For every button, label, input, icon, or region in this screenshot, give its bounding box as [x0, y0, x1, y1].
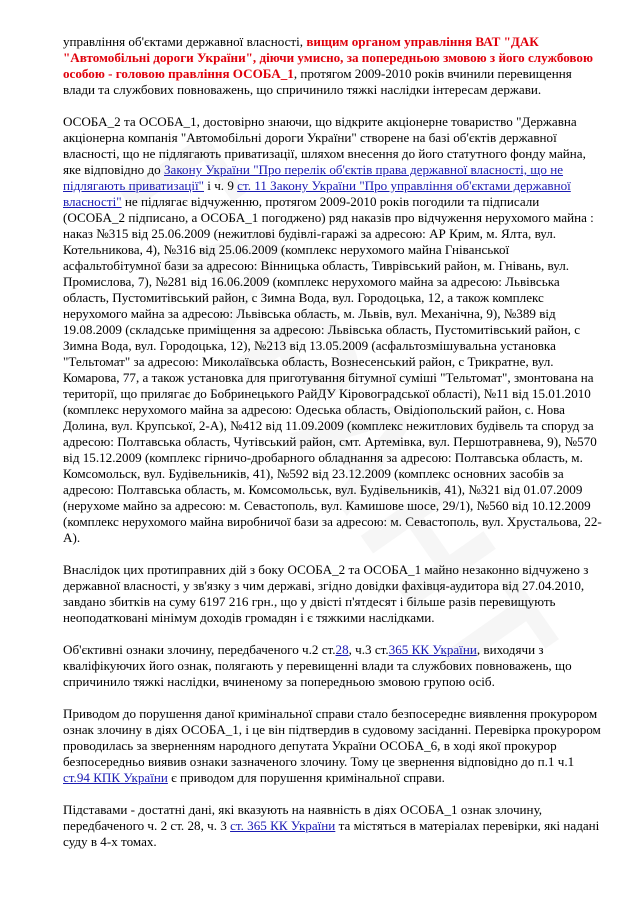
p4-text-b: , ч.3 ст. [348, 642, 389, 657]
p6-text-a: Підставами - достатні дані, які вказують на наявність в діях ОСОБА_1 ознак злочину, передбаченого ч. 2 ст. 28, ч. 3 [63, 802, 543, 833]
p5-text-a: Приводом до порушення даної кримінальної справи стало безпосереднє виявлення прокурором ознак злочину в діях ОСОБА_1, і це він підтвердив в судовому засіданні. Перевірка прокурором проводилась за зверненням народного депутата України ОСОБА_6, в ході якої прокурор безпосередньо виявив ознаки зазначеного злочину. Тому це звернення відповідно до п.1 ч.1 [63, 706, 601, 769]
law-state-property-link[interactable]: ст. 11 Закону України "Про управління об'єктами державної власності" [63, 178, 571, 209]
article-365-link[interactable]: 365 КК України [388, 642, 477, 657]
p4-text-c: , виходячи з кваліфікуючих його ознак, полягають у перевищенні влади та службових повноважень, що спричинило тяжкі наслідки, вчиненому за попередньою змовою групою осіб. [63, 642, 572, 689]
paragraph-2 [63, 114, 603, 546]
p1-text-c: , протягом 2009-2010 років вчинили перевищення влади та службових повноважень, що спричинило тяжкі наслідки інтересам держави. [63, 66, 572, 97]
p2-text-c: не підлягає відчуженню, протягом 2009-2010 років погодили та підписали (ОСОБА_2 підписано, а ОСОБА_1 погоджено) ряд наказів про відчуження нерухомого майна : наказ №315 від 25.06.2009 (нежитлові будівлі-гаражі за адресою: АР Крим, м. Ялта, вул. Котельникова, 4), №316 від 25.06.2009 (комплекс нерухомого майна Гніванської асфальтобітумної бази за адресою: Вінницька область, Тиврівський район, м. Гнівань, вул. Промислова, 7), №281 від 16.06.2009 (комплекс нерухомого майна за адресою: Львівська область, Пустомитівський район, с Зимна Вода, вул. Городоцька, 12, а також комплекс нерухомого майна за адресою: Львівська область, м. Львів, вул. Механічна, 9), №389 від 19.08.2009 (складське приміщення за адресою: Львівська область, Пустомитівський район, с Зимна Вода, вул. Городоцька, 12), №213 від 13.05.2009 (асфальтозмішувальна установка "Тельтомат" за адресою: Миколаївська область, Вознесенський район, с Трикратне, вул. Комарова, 77, а також установка для приготування бітумної суміші "Тельтомат", змонтована на території, що прилягає до Бобринецького РайДУ Кіровоградської області), №11 від 15.01.2010 (комплекс нерухомого майна за адресою: Одеська область, Овідіопольский район, с. Нова Долина, вул. Крупської, 2-А), №412 від 11.09.2009 (комплекс нежитлових будівель та споруд за адресою: Полтавська область, Чутівський район, смт. Артемівка, вул. Першотравнева, 9), №570 від 15.12.2009 (комплекс гірничо-дробарного обладнання за адресою: Полтавська область, м. Комсомольск, вул. Будівельників, 41), №592 від 23.12.2009 (комплекс основних засобів за адресою: Полтавська область, м. Комсомольськ, вул. Будівельників, 41), №321 від 01.07.2009 (нерухоме майно за адресою: м. Севастополь, вул. Камишове шосе, 29/1), №560 від 10.12.2009 (комплекс нерухомого майна виробничої бази за адресою: м. Севастополь, вул. Хрустальова, 22-А). [63, 194, 602, 545]
paragraph-5 [63, 706, 603, 786]
p6-text-b: та містяться в матеріалах перевірки, які надані суду в 4-х томах. [63, 818, 600, 849]
paragraph-4 [63, 642, 603, 690]
article-28-link[interactable]: 28 [335, 642, 349, 657]
p1-highlight: вищим органом управління ВАТ "ДАК "Автомобільні дороги України", діючи умисно, за попередньою змовою з його службовою особою - головою правління ОСОБА_1 [63, 34, 593, 81]
document-body [63, 34, 603, 866]
article-365-kk-link[interactable]: ст. 365 КК України [230, 818, 336, 833]
p2-text-b: і ч. 9 [204, 178, 238, 193]
paragraph-3: Внаслідок цих протиправних дій з боку ОСОБА_2 та ОСОБА_1 майно незаконно відчужено з державної власності, у зв'язку з чим державі, згідно довідки фахівця-аудитора від 27.04.2010, завдано збитків на суму 6197 216 грн., що у двісті п'ятдесят і більше разів перевищують неоподатковані мінімум доходів громадян і є тяжкими наслідками. [63, 562, 589, 625]
paragraph-6 [63, 802, 603, 850]
law-privatization-link[interactable]: Закону України "Про перелік об'єктів права державної власності, що не підлягають приватизації" [63, 162, 564, 193]
p1-text-a: управління об'єктами державної власності, [63, 34, 307, 49]
paragraph-1 [63, 34, 603, 98]
p2-text-a: ОСОБА_2 та ОСОБА_1, достовірно знаючи, що відкрите акціонерне товариство "Державна акціонерна компанія "Автомобільні дороги України" створене на базі об'єктів державної власності, що не підлягають приватизації, шляхом внесення до його статутного фонду майна, яке відповідно до [63, 114, 586, 177]
article-94-kpk-link[interactable]: ст.94 КПК України [63, 770, 168, 785]
p5-text-b: є приводом для порушення кримінальної справи. [167, 770, 445, 785]
p4-text-a: Об'єктивні ознаки злочину, передбаченого ч.2 ст. [63, 642, 336, 657]
